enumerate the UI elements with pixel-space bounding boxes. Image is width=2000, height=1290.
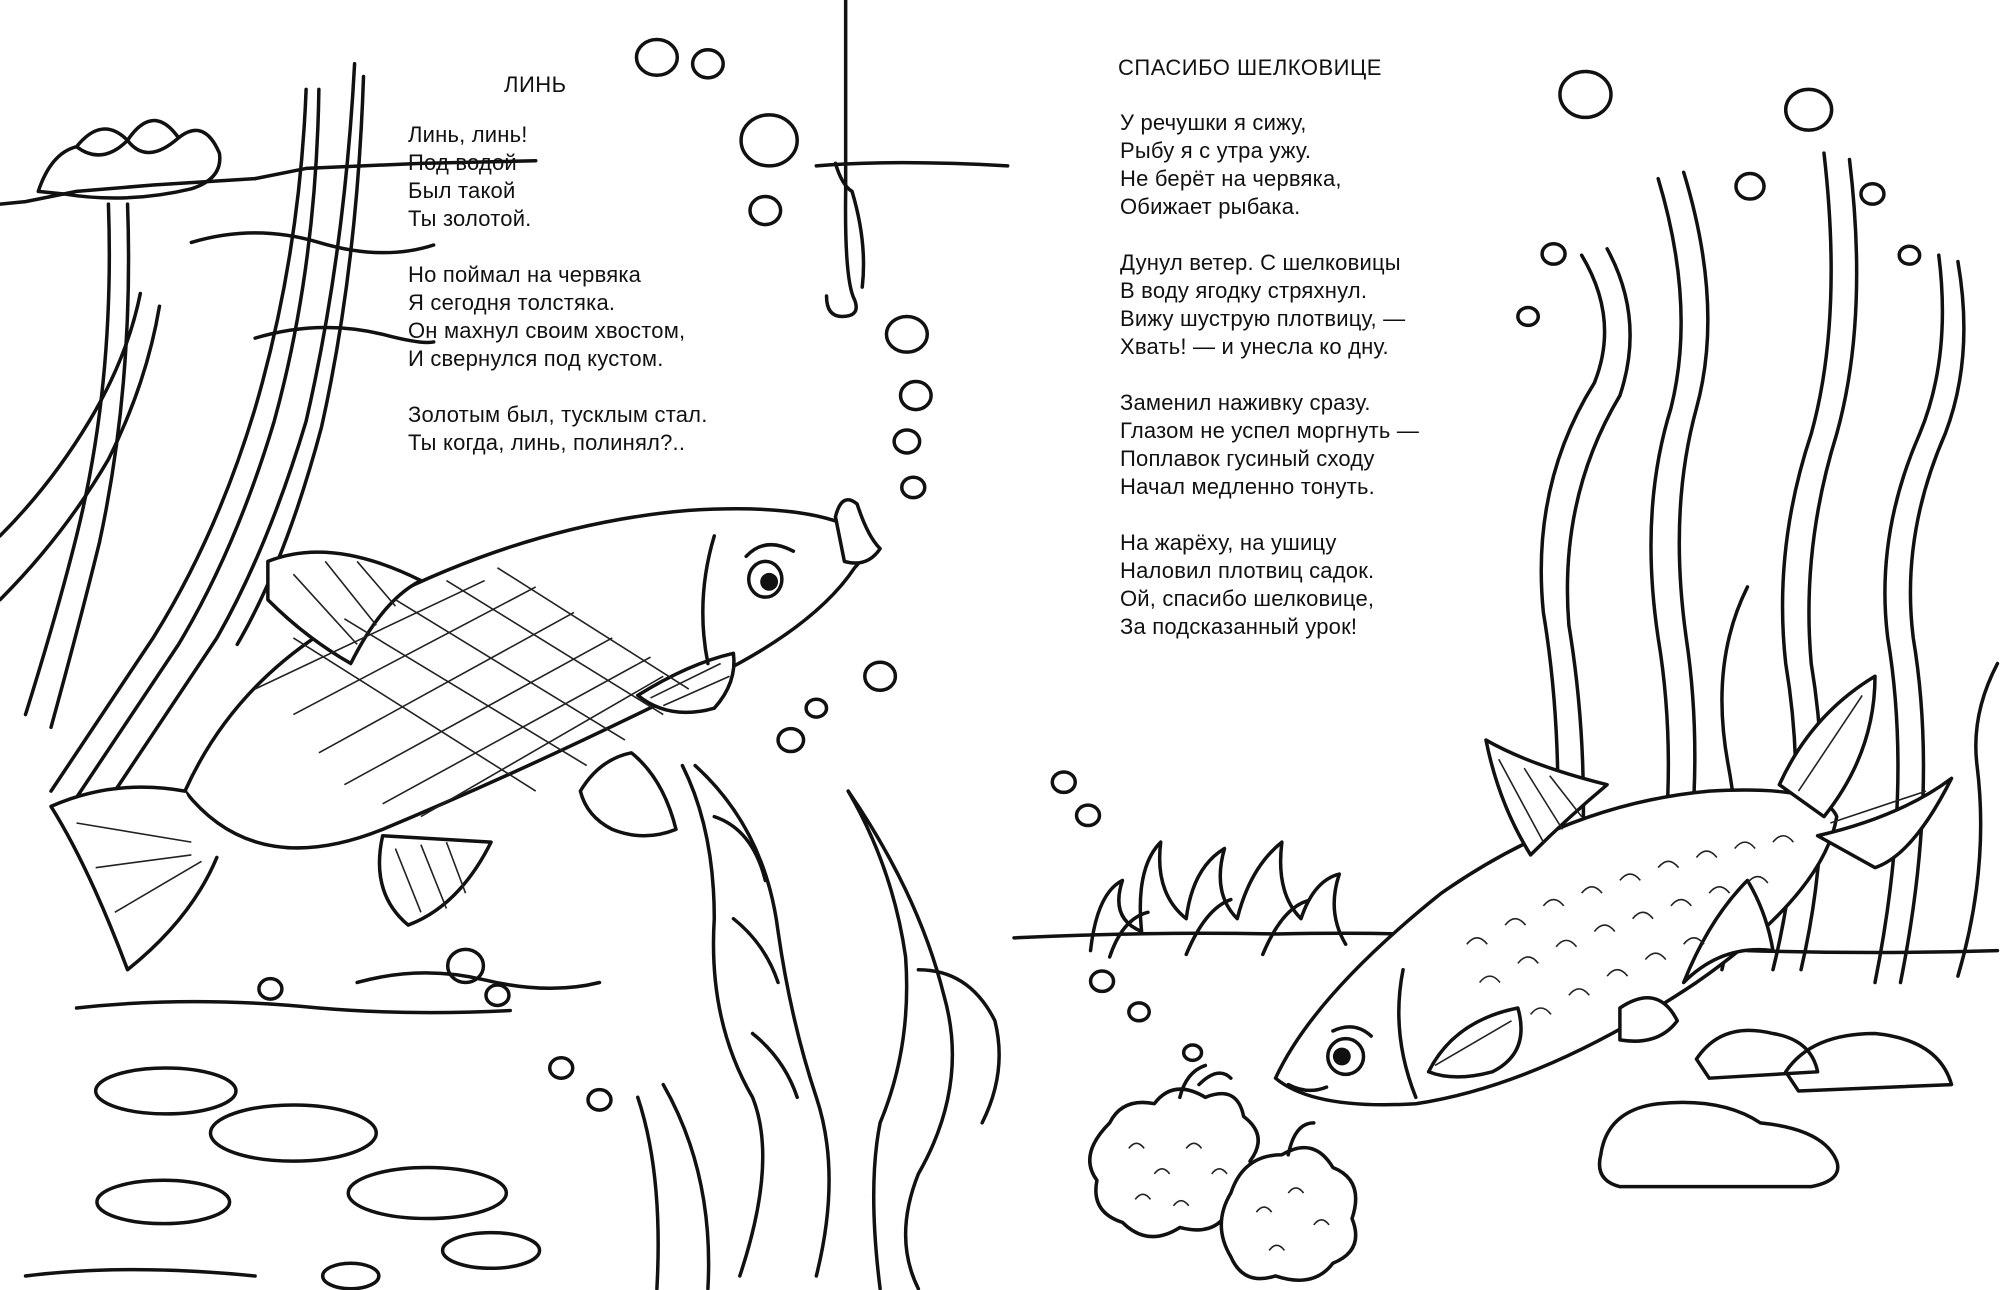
poem-line: Наловил плотвиц садок. <box>1120 558 1375 583</box>
poem-line: Линь, линь! <box>408 122 528 147</box>
stones-right <box>1599 1030 1951 1186</box>
poem-line: Вижу шуструю плотвицу, — <box>1120 306 1406 331</box>
poem-line: Заменил наживку сразу. <box>1120 390 1371 415</box>
stones-left <box>26 1068 540 1289</box>
poem-line: За подсказанный урок! <box>1120 614 1358 639</box>
right-poem <box>1120 109 1419 669</box>
right-stanza <box>1120 529 1419 641</box>
sea-grass-tuft-icon <box>1091 842 1346 957</box>
poem-line: Под водой <box>408 150 517 175</box>
poem-line: У речушки я сижу, <box>1120 110 1307 135</box>
right-poem-title: СПАСИБО ШЕЛКОВИЦЕ <box>1118 55 1382 80</box>
left-poem <box>408 121 708 485</box>
tench-fish-icon <box>51 500 880 970</box>
poem-line: Рыбу я с утра ужу. <box>1120 138 1312 163</box>
left-poem-title: ЛИНЬ <box>504 72 567 97</box>
left-stanza <box>408 121 708 233</box>
poem-line: Дунул ветер. С шелковицы <box>1120 250 1401 275</box>
seaweed-left-icon <box>638 766 999 1289</box>
left-stanza <box>408 401 708 457</box>
poem-line: На жарёху, на ушицу <box>1120 530 1337 555</box>
right-stanza <box>1120 389 1419 501</box>
poem-line: Хвать! — и унесла ко дну. <box>1120 334 1389 359</box>
poem-line: В воду ягодку стряхнул. <box>1120 278 1368 303</box>
poem-line: Глазом не успел моргнуть — <box>1120 418 1420 443</box>
poem-line: Обижает рыбака. <box>1120 194 1301 219</box>
poem-line: Не берёт на червяка, <box>1120 166 1342 191</box>
poem-line: Золотым был, тусклым стал. <box>408 402 708 427</box>
right-stanza <box>1120 109 1419 221</box>
poem-line: Я сегодня толстяка. <box>408 290 616 315</box>
left-stanza <box>408 261 708 373</box>
poem-line: Ты золотой. <box>408 206 532 231</box>
right-stanza <box>1120 249 1419 361</box>
poem-line: Но поймал на червяка <box>408 262 642 287</box>
poem-line: Он махнул своим хвостом, <box>408 318 686 343</box>
poem-line: Был такой <box>408 178 516 203</box>
poem-line: Ой, спасибо шелковице, <box>1120 586 1375 611</box>
poem-line: Ты когда, линь, полинял?.. <box>408 430 686 455</box>
fishing-line-and-hook-icon <box>827 0 864 316</box>
poem-line: И свернулся под кустом. <box>408 346 664 371</box>
roach-fish-icon <box>1276 676 1952 1105</box>
poem-line: Начал медленно тонуть. <box>1120 474 1375 499</box>
poem-line: Поплавок гусиный сходу <box>1120 446 1375 471</box>
